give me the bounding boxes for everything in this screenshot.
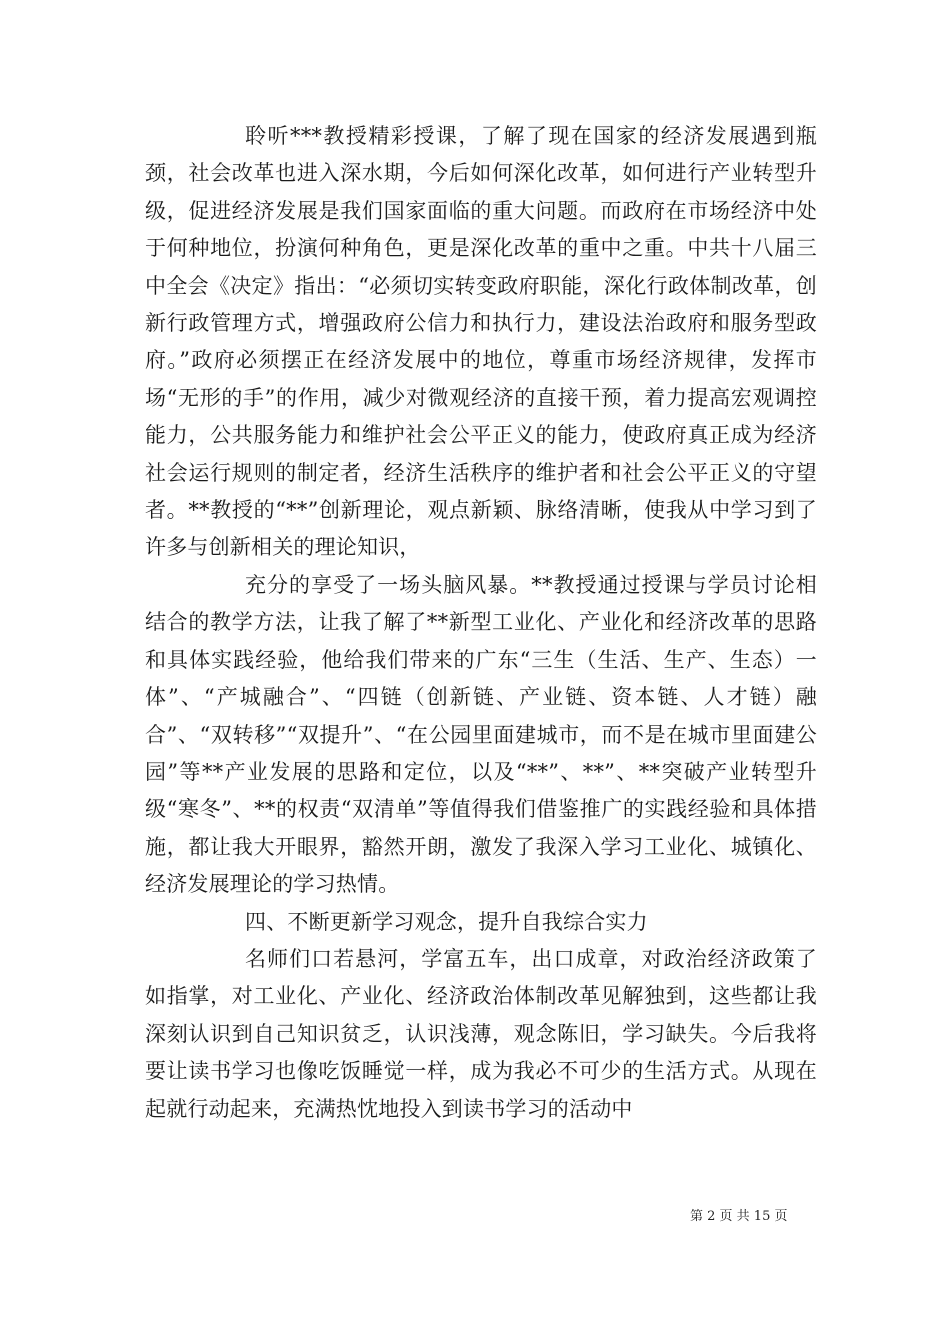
body-text <box>145 118 817 1128</box>
page-number-footer: 第 2 页 共 15 页 <box>690 1209 788 1224</box>
section-heading: 四、不断更新学习观念，提升自我综合实力 <box>245 909 648 934</box>
paragraph-1: 聆听***教授精彩授课，了解了现在国家的经济发展遇到瓶颈，社会改革也进入深水期，今后如何深化改革，如何进行产业转型升级，促进经济发展是我们国家面临的重大问题。而政府在市场经济中处于何种地位，扮演何种角色，更是深化改革的重中之重。中共十八届三中全会《决定》指出：“必须切实转变政府职能，深化行政体制改革，创新行政管理方式，增强政府公信力和执行力，建设法治政府和服务型政府。”政府必须摆正在经济发展中的地位，尊重市场经济规律，发挥市场“无形的手”的作用，减少对微观经济的直接干预，着力提高宏观调控能力，公共服务能力和维护社会公平正义的能力，使政府真正成为经济社会运行规则的制定者，经济生活秩序的维护者和社会公平正义的守望者。**教授的“**”创新理论，观点新颖、脉络清晰，使我从中学习到了许多与创新相关的理论知识， <box>145 124 817 560</box>
paragraph-2: 充分的享受了一场头脑风暴。**教授通过授课与学员讨论相结合的教学方法，让我了解了**新型工业化、产业化和经济改革的思路和具体实践经验，他给我们带来的广东“三生（生活、生产、生态）一体”、“产城融合”、“四链（创新链、产业链、资本链、人才链）融合”、“双转移”“双提升”、“在公园里面建城市，而不是在城市里面建公园”等**产业发展的思路和定位，以及“**”、**”、**突破产业转型升级“寒冬”、**的权责“双清单”等值得我们借鉴推广的实践经验和具体措施，都让我大开眼界，豁然开朗，激发了我深入学习工业化、城镇化、经济发展理论的学习热情。 <box>145 572 817 897</box>
paragraph-3: 名师们口若悬河，学富五车，出口成章，对政治经济政策了如指掌，对工业化、产业化、经济政治体制改革见解独到，这些都让我深刻认识到自己知识贫乏，认识浅薄，观念陈旧，学习缺失。今后我将要让读书学习也像吃饭睡觉一样，成为我必不可少的生活方式。从现在起就行动起来，充满热忱地投入到读书学习的活动中 <box>145 946 817 1121</box>
